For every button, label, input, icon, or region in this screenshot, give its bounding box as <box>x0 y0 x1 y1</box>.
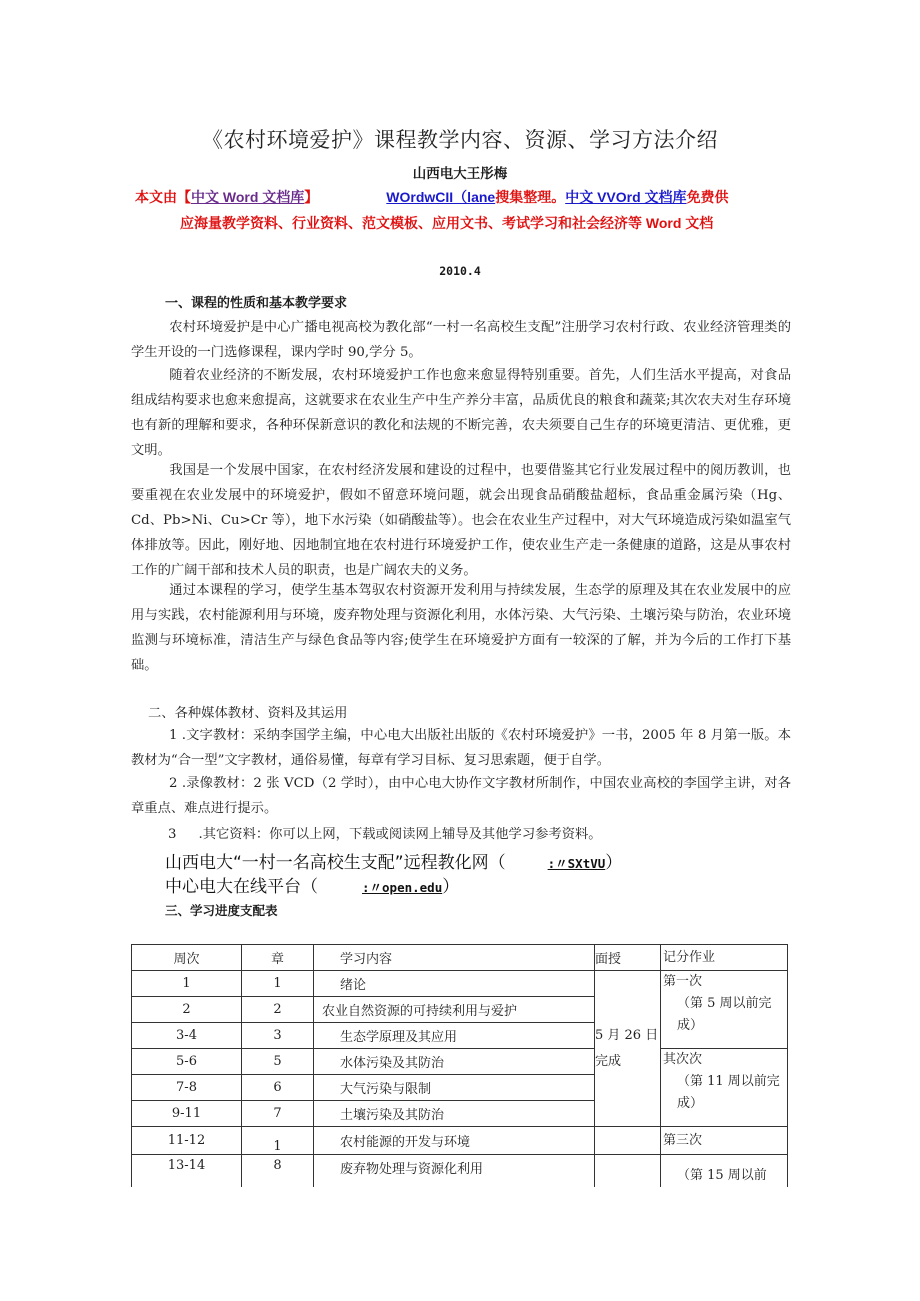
cell-week: 9-11 <box>132 1101 242 1127</box>
cell-week: 2 <box>132 997 242 1023</box>
cell-week: 3-4 <box>132 1023 242 1049</box>
paragraph-text: 通过本课程的学习，使学生基本驾驭农村资源开发利用与持续发展，生态学的原理及其在农业发展中的应用与实践，农村能源利用与环境，废弃物处理与资源化利用，水体污染、大气污染、土壤污染与防治，农业环境监测与环境标准，清洁生产与绿色食品等内容;使学生在环境爱护方面有一较深的了解，并为今后的工作打下基础。 <box>131 583 791 673</box>
cell-face-to-face-empty <box>595 1155 661 1188</box>
table-header-row <box>132 945 788 971</box>
cell-face-to-face-empty <box>595 1127 661 1155</box>
header-face-to-face: 面授 <box>595 945 661 971</box>
section2-item-3 <box>168 823 602 842</box>
section2-item-1 <box>131 723 791 773</box>
face-to-face-status: 完成 <box>595 1053 622 1069</box>
cell-chapter: 7 <box>242 1101 314 1127</box>
document-date: 2010.4 <box>439 264 481 278</box>
paragraph-text: 我国是一个发展中国家，在农村经济发展和建设的过程中，也要借鉴其它行业发展过程中的阅历教训，也要重视在农业发展中的环境爱护，假如不留意环境问题，就会出现食品硝酸盐超标，食品重金属污染（Hg、Cd、Pb>Ni、Cu>Cr 等），地下水污染（如硝酸盐等）。也会在农业生产过程中，对大气环境造成污染如温室气体排放等。因此，刚好地、因地制宜地在农村进行环境爱护工作，使农业生产走一条健康的道路，这是从事农村工作的广阔干部和技术人员的职责，也是广阔农夫的义务。 <box>131 463 791 578</box>
cell-chapter <box>242 1127 314 1155</box>
promo-middle: 搜集整理。 <box>495 189 566 205</box>
cell-content: 废弃物处理与资源化利用 <box>314 1155 595 1188</box>
table-row <box>132 1127 788 1155</box>
cell-chapter: 8 <box>242 1155 314 1188</box>
cell-chapter: 6 <box>242 1075 314 1101</box>
cell-content: 大气污染与限制 <box>314 1075 595 1101</box>
cell-assignment-3-detail <box>661 1155 788 1188</box>
promo-line-2: 应海量教学资料、行业资料、范文模板、应用文书、考试学习和社会经济等 Word 文档 <box>180 215 714 231</box>
header-assignment: 记分作业 <box>661 945 788 971</box>
section1-paragraph-2 <box>131 363 791 463</box>
website-shanxi-tvu <box>165 848 622 873</box>
cell-content: 土壤污染及其防治 <box>314 1101 595 1127</box>
cell-assignment-1 <box>661 971 788 1049</box>
cell-assignment-2 <box>661 1049 788 1127</box>
header-content: 学习内容 <box>314 945 595 971</box>
website-central-tvu <box>165 872 459 897</box>
promo-link-wordwcii[interactable]: WOrdwCII（lane <box>386 189 496 205</box>
assignment-title: 其次次 <box>663 1052 703 1067</box>
item-text: 1 .文字教材：采纳李国学主编，中心电大出版社出版的《农村环境爱护》一书，2005 年 8 月第一版。本教材为“合一型”文字教材，通俗易懂，每章有学习目标、复习思索题，便于自学。 <box>131 728 791 768</box>
document-author: 山西电大王彤梅 <box>412 166 508 182</box>
table-row <box>132 1155 788 1188</box>
cell-chapter: 1 <box>242 971 314 997</box>
item-number: 3 <box>168 827 177 842</box>
cell-chapter: 5 <box>242 1049 314 1075</box>
cell-chapter: 2 <box>242 997 314 1023</box>
cell-content: 绪论 <box>314 971 595 997</box>
promo-link-word-library[interactable]: 中文 Word 文档库 <box>191 189 305 205</box>
cell-week: 13-14 <box>132 1155 242 1188</box>
header-chapter: 章 <box>242 945 314 971</box>
promo-line-1 <box>135 187 729 207</box>
assignment-detail: （第 15 周以前 <box>677 1168 767 1183</box>
document-title: 《农村环境爱护》课程教学内容、资源、学习方法介绍 <box>202 128 718 152</box>
assignment-detail: （第 5 周以前完成） <box>677 996 772 1033</box>
cell-content: 生态学原理及其应用 <box>314 1023 595 1049</box>
cell-face-to-face <box>595 971 661 1127</box>
header-week: 周次 <box>132 945 242 971</box>
website-link[interactable]: :〃SXtVU <box>547 856 606 871</box>
paragraph-text: 随着农业经济的不断发展，农村环境爱护工作也愈来愈显得特别重要。首先，人们生活水平提高，对食品组成结构要求也愈来愈提高，这就要求在农业生产中生产养分丰富，品质优良的粮食和蔬菜;其次农夫对生存环境也有新的理解和要求，各种环保新意识的教化和法规的不断完善，农夫须要自己生存的环境更清洁、更优雅，更文明。 <box>131 368 791 458</box>
promo-link-vvord-library[interactable]: 中文 VVOrd 文档库 <box>565 189 687 205</box>
item-text: 2 .录像教材：2 张 VCD（2 学时），由中心电大协作文字教材所制作，中国农业高校的李国学主讲，对各章重点、难点进行提示。 <box>131 776 791 816</box>
section2-item-2 <box>131 771 791 821</box>
cell-chapter: 3 <box>242 1023 314 1049</box>
table-row <box>132 1049 788 1075</box>
paren-close: ） <box>442 877 460 897</box>
website-name: 中心电大在线平台（ <box>165 877 318 897</box>
paren-close: ） <box>605 853 623 873</box>
assignment-title: 第一次 <box>663 974 703 989</box>
assignment-detail: （第 11 周以前完成） <box>677 1074 780 1111</box>
section1-heading: 一、课程的性质和基本教学要求 <box>165 296 348 311</box>
cell-content: 水体污染及其防治 <box>314 1049 595 1075</box>
website-link[interactable]: :〃open.edu <box>362 880 443 895</box>
section1-paragraph-3 <box>131 458 791 583</box>
table-row <box>132 971 788 997</box>
cell-assignment-3: 第三次 <box>661 1127 788 1155</box>
promo-suffix: 免费供 <box>686 189 729 205</box>
study-schedule-table <box>131 944 788 1187</box>
cell-week: 1 <box>132 971 242 997</box>
cell-week: 7-8 <box>132 1075 242 1101</box>
face-to-face-date: 5 月 26 日 <box>595 1027 659 1043</box>
section2-heading: 二、各种媒体教材、资料及其运用 <box>148 706 348 721</box>
cell-week: 5-6 <box>132 1049 242 1075</box>
section3-heading: 三、学习进度支配表 <box>165 903 278 918</box>
section1-paragraph-4 <box>131 578 791 678</box>
promo-prefix: 本文由【 <box>135 189 191 205</box>
cell-content: 农业自然资源的可持续利用与爱护 <box>314 997 595 1023</box>
chapter-value: 1 <box>273 1139 282 1154</box>
cell-week: 11-12 <box>132 1127 242 1155</box>
paragraph-text: 农村环境爱护是中心广播电视高校为教化部“一村一名高校生支配”注册学习农村行政、农业经济管理类的学生开设的一门选修课程，课内学时 90,学分 5。 <box>131 320 791 360</box>
website-name: 山西电大“一村一名高校生支配”远程教化网（ <box>165 853 506 873</box>
section1-paragraph-1 <box>131 315 791 365</box>
item-text: .其它资料：你可以上网，下载或阅读网上辅导及其他学习参考资料。 <box>198 827 602 842</box>
cell-content: 农村能源的开发与环境 <box>314 1127 595 1155</box>
promo-bracket: 】 <box>304 189 319 205</box>
